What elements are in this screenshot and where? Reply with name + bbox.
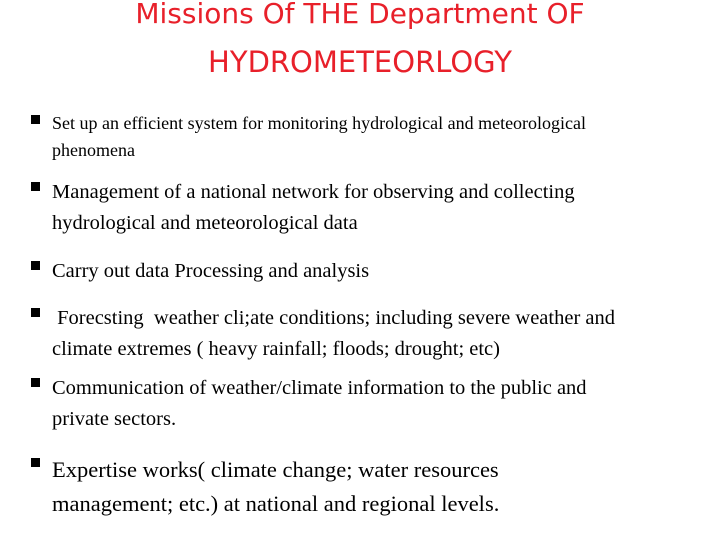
square-bullet-icon — [31, 378, 40, 387]
bullet-line: Communication of weather/climate information to the public and — [52, 377, 587, 399]
square-bullet-icon — [31, 458, 40, 467]
bullet-text — [52, 373, 714, 435]
bullet-line: management; etc.) at national and regional levels. — [52, 491, 500, 516]
bullet-line: Forecsting weather cli;ate conditions; including severe weather and — [52, 307, 615, 329]
square-bullet-icon — [31, 261, 40, 270]
bullet-line: climate extremes ( heavy rainfall; floods; drought; etc) — [52, 338, 500, 360]
slide-title-line-2: HYDROMETEORLOGY — [208, 45, 512, 79]
bullet-text — [52, 110, 714, 164]
bullet-line: Expertise works( climate change; water resources — [52, 457, 499, 482]
bullet-text — [52, 256, 714, 287]
bullet-line: Management of a national network for observing and collecting — [52, 181, 575, 203]
square-bullet-icon — [31, 115, 40, 124]
bullet-text — [52, 177, 714, 239]
slide-title-line-1: Missions Of THE Department OF — [135, 0, 585, 30]
square-bullet-icon — [31, 182, 40, 191]
bullet-text — [52, 303, 714, 365]
bullet-line: Carry out data Processing and analysis — [52, 260, 370, 282]
bullet-line: Set up an efficient system for monitoring hydrological and meteorological — [52, 113, 587, 133]
bullet-text — [52, 453, 714, 521]
square-bullet-icon — [31, 308, 40, 317]
bullet-line: phenomena — [52, 140, 135, 160]
bullet-line: hydrological and meteorological data — [52, 212, 358, 234]
bullet-line: private sectors. — [52, 408, 177, 430]
